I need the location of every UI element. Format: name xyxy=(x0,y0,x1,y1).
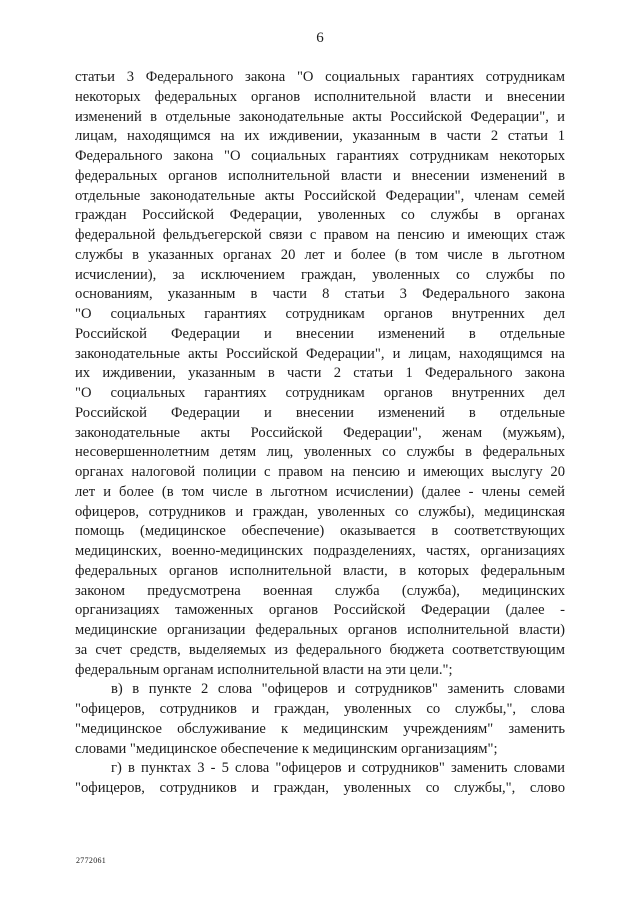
text-line: Федерального закона "О социальных гарантиях сотрудникам некоторых xyxy=(75,148,565,164)
text-line: федеральным органам исполнительной власти на эти цели."; xyxy=(75,661,453,678)
text-line: "офицеров, сотрудников и граждан, уволенных со службы,", слово xyxy=(75,780,565,796)
page-number: 6 xyxy=(316,30,324,46)
text-line: Российской Федерации и внесении изменений в отдельные xyxy=(75,325,565,342)
text-line: граждан Российской Федерации, уволенных со службы в органах xyxy=(75,207,565,224)
text-line: "медицинское обслуживание к медицинским учреждениям" заменить xyxy=(75,720,565,737)
text-line: "О социальных гарантиях сотрудникам органов внутренних дел xyxy=(75,306,565,322)
text-line: отдельные законодательные акты Российской Федерации", членам семей xyxy=(75,187,565,204)
text-line: лицам, находящимся на их иждивении, указанным в части 2 статьи 1 xyxy=(75,128,565,145)
text-line: за счет средств, выделяемых из федерального бюджета соответствующим xyxy=(75,641,565,658)
document-body xyxy=(75,68,565,799)
text-line: их иждивении, указанным в части 2 статьи 1 Федерального закона xyxy=(75,365,565,382)
text-line: некоторых федеральных органов исполнительной власти и внесении xyxy=(75,88,565,105)
text-line: Российской Федерации и внесении изменений в отдельные xyxy=(75,404,565,421)
document-code: 2772061 xyxy=(76,856,107,865)
text-line: законодательные акты Российской Федерации", женам (мужьям), xyxy=(75,424,565,441)
text-line: органах налоговой полиции с правом на пенсию и имеющих выслугу 20 xyxy=(75,464,565,480)
text-line: словами "медицинское обеспечение к медицинским организациям"; xyxy=(75,740,498,757)
text-line: федеральных органов исполнительной власти, в которых федеральным xyxy=(75,562,565,579)
text-line: в) в пункте 2 слова "офицеров и сотрудников" заменить словами xyxy=(111,681,565,698)
text-line: исчислении), за исключением граждан, уволенных со службы по xyxy=(75,266,565,283)
text-line: лет и более (в том числе в льготном исчислении) (далее - члены семей xyxy=(75,483,565,500)
text-line: медицинских, военно-медицинских подразделениях, частях, организациях xyxy=(75,543,565,559)
text-line: "офицеров, сотрудников и граждан, уволенных со службы,", слова xyxy=(75,701,565,717)
text-line: организациях таможенных органов Российской Федерации (далее - xyxy=(75,602,565,619)
text-line: изменений в отдельные законодательные акты Российской Федерации", и xyxy=(75,108,565,125)
text-line: помощь (медицинское обеспечение) оказывается в соответствующих xyxy=(75,523,565,540)
text-line: офицеров, сотрудников и граждан, уволенных со службы), медицинская xyxy=(75,503,565,520)
text-line: федеральных органов исполнительной власти и внесении изменений в xyxy=(75,167,565,184)
text-line: федеральной фельдъегерской связи с правом на пенсию и имеющих стаж xyxy=(75,227,565,243)
text-line: основаниям, указанным в части 8 статьи 3 Федерального закона xyxy=(75,286,565,303)
text-line: несовершеннолетним детям лиц, уволенных со службы в федеральных xyxy=(75,444,565,461)
text-line: службы в указанных органах 20 лет и более (в том числе в льготном xyxy=(75,246,565,263)
text-line: статьи 3 Федерального закона "О социальных гарантиях сотрудникам xyxy=(75,69,565,85)
text-line: законодательные акты Российской Федерации", и лицам, находящимся на xyxy=(75,345,565,362)
text-line: медицинские организации федеральных органов исполнительной власти) xyxy=(75,622,565,638)
text-line: законом предусмотрена военная служба (служба), медицинских xyxy=(75,582,565,599)
text-line: г) в пунктах 3 - 5 слова "офицеров и сотрудников" заменить словами xyxy=(111,760,565,777)
text-line: "О социальных гарантиях сотрудникам органов внутренних дел xyxy=(75,385,565,401)
